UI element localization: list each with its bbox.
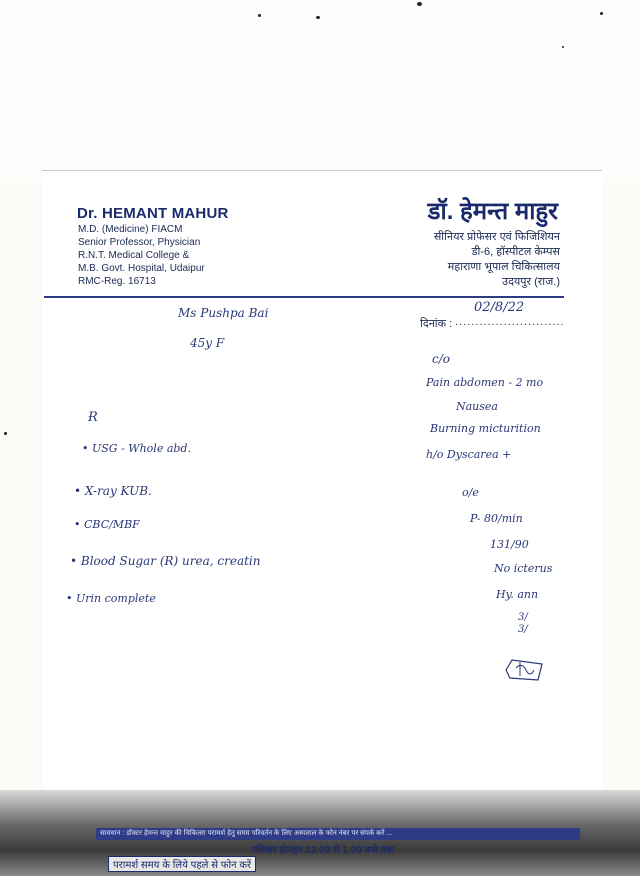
date-value: 02/8/22 (474, 300, 525, 315)
investigation-item: • CBC/MBF (74, 518, 140, 531)
date-dotted-line: ........................... (455, 316, 565, 328)
clinical-note: Burning micturition (430, 422, 541, 435)
scan-speck (258, 14, 261, 17)
patient-name: Ms Pushpa Bai (178, 306, 269, 320)
footer-notice-strip: सावधान : डॉक्टर हेमन्त माहुर की चिकित्सा परामर्श हेतु समय परिवर्तन के लिए अस्पताल के फोन नंबर पर संपर्क करें ... (96, 828, 580, 840)
scan-speck (4, 432, 7, 435)
clinical-note: c/o (432, 352, 450, 366)
clinical-note: Hy. ann (496, 588, 539, 601)
clinical-note: h/o Dyscarea + (426, 448, 512, 461)
footer-consult-note: परामर्श समय के लिये पहले से फोन करें (108, 856, 256, 872)
clinical-note: Pain abdomen - 2 mo (426, 376, 544, 389)
header-divider (44, 296, 564, 298)
clinical-note: 131/90 (490, 538, 529, 551)
scan-speck (417, 2, 422, 6)
investigation-item: • Blood Sugar (R) urea, creatin (70, 554, 261, 568)
scan-speck (562, 46, 564, 48)
clinical-note: 3/ (518, 624, 528, 635)
qualification-line: Senior Professor, Physician (78, 237, 201, 248)
date-label: दिनांक : (420, 318, 453, 330)
investigation-item: • USG - Whole abd. (82, 442, 191, 455)
scan-speck (600, 12, 603, 15)
qualification-line: M.D. (Medicine) FIACM (78, 224, 183, 235)
qualification-line-hindi: उदयपुर (राज.) (502, 276, 560, 288)
footer-timing: रविवार दोपहर 12.00 से 1.00 बजे तक (252, 845, 394, 856)
scan-background (0, 0, 640, 180)
qualification-line-hindi: महाराणा भूपाल चिकित्सालय (447, 261, 560, 273)
investigation-item: • X-ray KUB. (74, 484, 152, 498)
qualification-line: R.N.T. Medical College & (78, 250, 190, 261)
clinical-note: Nausea (456, 400, 498, 413)
signature-mark (502, 656, 544, 682)
rx-symbol: Ɍ (88, 410, 98, 425)
clinical-note: 3/ (518, 612, 528, 623)
patient-age-sex: 45y F (190, 336, 225, 350)
doctor-name-hindi: डॉ. हेमन्त माहुर (427, 198, 558, 225)
scan-speck (316, 16, 320, 19)
registration-number: RMC-Reg. 16713 (78, 276, 156, 287)
qualification-line: M.B. Govt. Hospital, Udaipur (78, 263, 205, 274)
qualification-line-hindi: सीनियर प्रोफेसर एवं फिजिशियन (433, 231, 560, 243)
doctor-name-english: Dr. HEMANT MAHUR (77, 205, 229, 222)
clinical-note: P- 80/min (470, 512, 523, 525)
clinical-note: No icterus (494, 562, 553, 575)
qualification-line-hindi: डी-6, हॉस्पीटल केम्पस (471, 246, 560, 258)
investigation-item: • Urin complete (66, 592, 156, 605)
clinical-note: o/e (462, 486, 479, 499)
